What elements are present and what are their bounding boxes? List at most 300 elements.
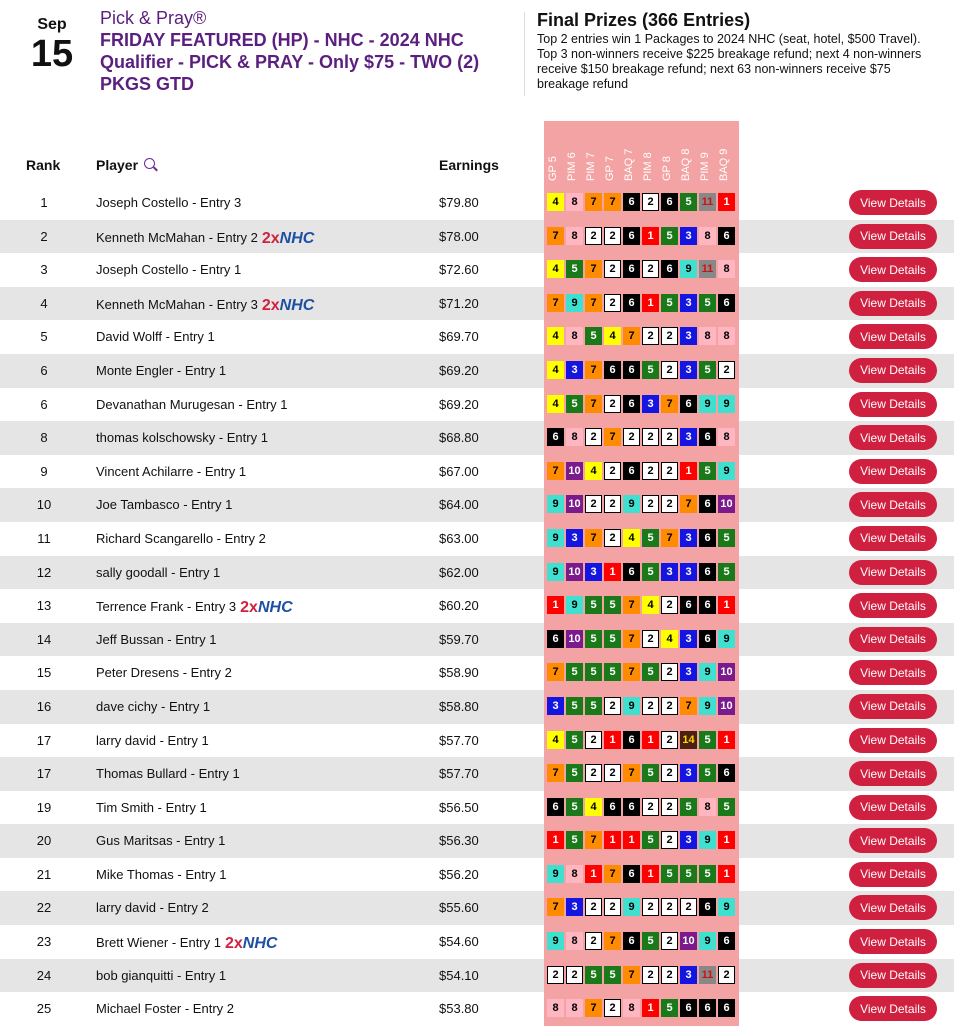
pick-box: 2 [661, 966, 678, 984]
rank-cell: 16 [36, 698, 52, 714]
player-header-label: Player [96, 157, 139, 173]
pick-box: 2 [661, 697, 678, 715]
nhc-badge-count: 2x [261, 229, 280, 247]
pick-box: 4 [547, 260, 564, 278]
view-details-button[interactable]: View Details [849, 627, 937, 652]
pick-box: 5 [642, 831, 659, 849]
picks-cell [547, 663, 737, 683]
pick-box: 5 [718, 798, 735, 816]
table-row [0, 354, 954, 388]
pick-box: 5 [680, 798, 697, 816]
pick-box: 3 [680, 563, 697, 581]
view-details-button[interactable]: View Details [849, 257, 937, 282]
player-name: Tim Smith - Entry 1 [96, 799, 207, 815]
pick-box: 2 [661, 428, 678, 446]
pick-box: 7 [585, 260, 602, 278]
pick-box: 2 [661, 327, 678, 345]
pick-box: 6 [623, 294, 640, 312]
pick-box: 2 [718, 966, 735, 984]
player-name: larry david - Entry 2 [96, 900, 209, 916]
contest-brand: Pick & Pray® [100, 8, 207, 28]
view-details-button[interactable]: View Details [849, 728, 937, 753]
nhc-badge-text: NHC [257, 599, 293, 617]
pick-box: 9 [680, 260, 697, 278]
contest-date [22, 16, 82, 74]
pick-box: 2 [642, 898, 659, 916]
pick-box: 6 [718, 764, 735, 782]
pick-box: 8 [566, 428, 583, 446]
picks-cell [547, 764, 737, 784]
pick-box: 7 [623, 596, 640, 614]
pick-box: 2 [661, 462, 678, 480]
pick-box: 5 [642, 529, 659, 547]
pick-box: 5 [585, 596, 602, 614]
earnings-cell: $72.60 [439, 262, 479, 278]
pick-box: 6 [699, 495, 716, 513]
table-row [0, 791, 954, 825]
pick-box: 9 [699, 697, 716, 715]
picks-cell [547, 865, 737, 885]
earnings-cell: $58.80 [439, 698, 479, 714]
table-row [0, 858, 954, 892]
pick-box: 4 [642, 596, 659, 614]
prizes-panel [537, 10, 937, 92]
pick-box: 11 [699, 193, 716, 211]
view-details-button[interactable]: View Details [849, 795, 937, 820]
rank-cell: 10 [36, 497, 52, 513]
rank-cell: 12 [36, 564, 52, 580]
earnings-cell: $56.20 [439, 866, 479, 882]
pick-box: 2 [585, 227, 602, 245]
nhc-badge-text: NHC [279, 296, 315, 314]
table-row [0, 556, 954, 590]
pick-box: 3 [566, 898, 583, 916]
player-cell [96, 195, 241, 210]
pick-box: 3 [680, 966, 697, 984]
pick-box: 6 [699, 529, 716, 547]
picks-cell [547, 227, 737, 247]
pick-box: 9 [547, 932, 564, 950]
pick-box: 7 [661, 529, 678, 547]
pick-box: 3 [680, 428, 697, 446]
earnings-cell: $54.60 [439, 934, 479, 950]
pick-box: 3 [585, 563, 602, 581]
pick-box: 6 [699, 596, 716, 614]
picks-cell [547, 697, 737, 717]
player-cell [96, 968, 226, 983]
pick-box: 1 [718, 193, 735, 211]
player-cell [96, 565, 220, 580]
nhc-badge [262, 297, 314, 314]
picks-cell [547, 462, 737, 482]
pick-box: 6 [623, 563, 640, 581]
pick-box: 1 [604, 563, 621, 581]
pick-box: 6 [699, 630, 716, 648]
pick-box: 8 [566, 327, 583, 345]
player-name: thomas kolschowsky - Entry 1 [96, 430, 268, 446]
picks-cell [547, 563, 737, 583]
pick-box: 5 [566, 395, 583, 413]
pick-box: 2 [642, 966, 659, 984]
contest-header [0, 0, 954, 120]
rank-cell: 17 [36, 766, 52, 782]
view-details-button[interactable]: View Details [849, 862, 937, 887]
pick-box: 5 [566, 663, 583, 681]
view-details-button[interactable]: View Details [849, 593, 937, 618]
player-name: bob gianquitti - Entry 1 [96, 967, 227, 983]
pick-box: 6 [604, 798, 621, 816]
view-details-button[interactable]: View Details [849, 963, 937, 988]
leaderboard-table [0, 186, 954, 1026]
earnings-cell: $79.80 [439, 195, 479, 210]
picks-cell [547, 361, 737, 381]
pick-box: 2 [585, 932, 602, 950]
pick-box: 7 [604, 865, 621, 883]
pick-box: 7 [547, 898, 564, 916]
pick-box: 7 [623, 663, 640, 681]
pick-box: 6 [623, 361, 640, 379]
pick-box: 5 [566, 697, 583, 715]
pick-box: 5 [604, 596, 621, 614]
player-name: Jeff Bussan - Entry 1 [96, 631, 217, 647]
pick-box: 1 [623, 831, 640, 849]
pick-box: 8 [566, 865, 583, 883]
pick-box: 7 [585, 831, 602, 849]
player-name: Peter Dresens - Entry 2 [96, 665, 232, 681]
player-cell [96, 766, 240, 781]
pick-box: 3 [680, 831, 697, 849]
pick-box: 2 [680, 898, 697, 916]
race-header-label: BAQ 9 [718, 148, 730, 181]
player-name: Monte Engler - Entry 1 [96, 362, 227, 378]
pick-box: 5 [585, 663, 602, 681]
player-cell [96, 262, 241, 277]
pick-box: 7 [547, 764, 564, 782]
pick-box: 3 [661, 563, 678, 581]
pick-box: 9 [718, 395, 735, 413]
pick-box: 5 [566, 260, 583, 278]
pick-box: 2 [661, 663, 678, 681]
view-details-button[interactable]: View Details [849, 694, 937, 719]
pick-box: 7 [585, 529, 602, 547]
table-row [0, 186, 954, 220]
player-cell [96, 531, 266, 546]
rank-cell: 11 [37, 530, 51, 546]
player-name: Mike Thomas - Entry 1 [96, 866, 227, 882]
pick-box: 7 [547, 663, 564, 681]
pick-box: 5 [661, 227, 678, 245]
pick-box: 5 [699, 764, 716, 782]
race-header-label: PIM 8 [642, 152, 654, 181]
date-month: Sep [37, 16, 67, 33]
nhc-badge-count: 2x [224, 935, 243, 953]
player-name: Joseph Costello - Entry 1 [96, 262, 242, 278]
view-details-button[interactable]: View Details [849, 761, 937, 786]
pick-box: 9 [547, 495, 564, 513]
pick-box: 5 [699, 294, 716, 312]
pick-box: 5 [642, 563, 659, 581]
view-details-button[interactable]: View Details [849, 895, 937, 920]
pick-box: 8 [566, 932, 583, 950]
rank-cell: 6 [40, 396, 48, 412]
pick-box: 10 [718, 495, 735, 513]
pick-box: 10 [566, 630, 583, 648]
view-details-button[interactable]: View Details [849, 996, 937, 1021]
picks-cell [547, 193, 737, 213]
player-name: Richard Scangarello - Entry 2 [96, 530, 266, 546]
player-cell [96, 296, 314, 314]
earnings-header: Earnings [439, 157, 499, 173]
pick-box: 8 [699, 327, 716, 345]
pick-box: 7 [585, 294, 602, 312]
earnings-cell: $71.20 [439, 295, 479, 311]
rank-cell: 5 [40, 329, 48, 345]
table-row [0, 421, 954, 455]
pick-box: 5 [680, 193, 697, 211]
pick-box: 10 [718, 697, 735, 715]
pick-box: 7 [604, 932, 621, 950]
pick-box: 6 [699, 563, 716, 581]
pick-box: 9 [699, 663, 716, 681]
race-header-label: PIM 7 [585, 152, 597, 181]
pick-box: 6 [661, 260, 678, 278]
pick-box: 10 [566, 462, 583, 480]
pick-box: 4 [623, 529, 640, 547]
rank-cell: 19 [36, 799, 52, 815]
player-name: larry david - Entry 1 [96, 732, 209, 748]
view-details-button[interactable]: View Details [849, 828, 937, 853]
pick-box: 2 [604, 495, 621, 513]
pick-box: 9 [718, 898, 735, 916]
earnings-cell: $54.10 [439, 967, 479, 983]
contest-title: FRIDAY FEATURED (HP) - NHC - 2024 NHC Qualifier - PICK & PRAY - Only $75 - TWO (2) PKGS GTD [100, 30, 480, 94]
table-row [0, 992, 954, 1026]
pick-box: 5 [642, 361, 659, 379]
table-row [0, 824, 954, 858]
earnings-cell: $68.80 [439, 430, 479, 446]
pick-box: 7 [623, 764, 640, 782]
view-details-button[interactable]: View Details [849, 324, 937, 349]
rank-cell: 22 [36, 900, 52, 916]
pick-box: 7 [547, 227, 564, 245]
earnings-cell: $53.80 [439, 1001, 479, 1017]
rank-cell: 9 [40, 463, 48, 479]
pick-box: 2 [642, 428, 659, 446]
pick-box: 2 [642, 260, 659, 278]
nhc-badge [240, 599, 292, 616]
pick-box: 2 [661, 731, 678, 749]
table-row [0, 656, 954, 690]
pick-box: 6 [718, 932, 735, 950]
pick-box: 9 [547, 865, 564, 883]
pick-box: 2 [604, 529, 621, 547]
pick-box: 1 [718, 865, 735, 883]
pick-box: 8 [718, 428, 735, 446]
nhc-badge-text: NHC [279, 229, 315, 247]
pick-box: 8 [566, 227, 583, 245]
pick-box: 1 [642, 731, 659, 749]
view-details-button[interactable]: View Details [849, 425, 937, 450]
table-row [0, 925, 954, 959]
player-name: Brett Wiener - Entry 1 [96, 935, 221, 951]
table-row [0, 220, 954, 254]
table-row [0, 623, 954, 657]
picks-cell [547, 999, 737, 1019]
picks-cell [547, 260, 737, 280]
pick-box: 6 [680, 596, 697, 614]
pick-box: 1 [642, 227, 659, 245]
pick-box: 3 [566, 529, 583, 547]
pick-box: 7 [585, 361, 602, 379]
pick-box: 5 [585, 966, 602, 984]
pick-box: 3 [680, 227, 697, 245]
picks-cell [547, 898, 737, 918]
table-row [0, 690, 954, 724]
view-details-button[interactable]: View Details [849, 392, 937, 417]
pick-box: 5 [642, 764, 659, 782]
pick-box: 9 [547, 529, 564, 547]
earnings-cell: $56.50 [439, 799, 479, 815]
table-row [0, 757, 954, 791]
table-row [0, 253, 954, 287]
pick-box: 2 [642, 798, 659, 816]
rank-cell: 20 [36, 833, 52, 849]
pick-box: 7 [680, 495, 697, 513]
pick-box: 4 [547, 731, 564, 749]
view-details-button[interactable]: View Details [849, 660, 937, 685]
nhc-badge [262, 230, 314, 247]
view-details-button[interactable]: View Details [849, 929, 937, 954]
earnings-cell: $62.00 [439, 564, 479, 580]
prizes-title: Final Prizes (366 Entries) [537, 10, 751, 30]
pick-box: 4 [547, 193, 564, 211]
date-day: 15 [30, 33, 74, 75]
pick-box: 1 [547, 596, 564, 614]
table-row [0, 891, 954, 925]
pick-box: 7 [547, 294, 564, 312]
pick-box: 4 [585, 798, 602, 816]
nhc-badge-text: NHC [242, 935, 278, 953]
player-cell [96, 598, 293, 616]
pick-box: 6 [623, 227, 640, 245]
rank-cell: 21 [36, 866, 52, 882]
pick-box: 3 [547, 697, 564, 715]
player-name: Kenneth McMahan - Entry 3 [96, 296, 258, 312]
view-details-button[interactable]: View Details [849, 224, 937, 249]
pick-box: 10 [566, 563, 583, 581]
player-header[interactable] [96, 157, 155, 173]
picks-cell [547, 395, 737, 415]
race-header-label: BAQ 7 [623, 148, 635, 181]
view-details-button[interactable]: View Details [849, 492, 937, 517]
pick-box: 5 [604, 663, 621, 681]
pick-box: 6 [623, 395, 640, 413]
pick-box: 3 [680, 529, 697, 547]
pick-box: 9 [699, 932, 716, 950]
earnings-cell: $57.70 [439, 766, 479, 782]
search-icon[interactable] [144, 158, 155, 169]
player-cell [96, 699, 210, 714]
pick-box: 1 [680, 462, 697, 480]
view-details-button[interactable]: View Details [849, 459, 937, 484]
rank-cell: 2 [40, 228, 48, 244]
pick-box: 6 [623, 260, 640, 278]
table-row [0, 320, 954, 354]
pick-box: 2 [604, 227, 621, 245]
player-cell [96, 430, 268, 445]
pick-box: 8 [699, 227, 716, 245]
pick-box: 6 [623, 865, 640, 883]
earnings-cell: $59.70 [439, 631, 479, 647]
pick-box: 3 [566, 361, 583, 379]
pick-box: 2 [604, 999, 621, 1017]
pick-box: 1 [604, 731, 621, 749]
pick-box: 3 [680, 630, 697, 648]
pick-box: 2 [661, 764, 678, 782]
view-details-button[interactable]: View Details [849, 560, 937, 585]
pick-box: 5 [566, 731, 583, 749]
pick-box: 6 [661, 193, 678, 211]
view-details-button[interactable]: View Details [849, 526, 937, 551]
player-cell [96, 229, 314, 247]
earnings-cell: $63.00 [439, 530, 479, 546]
pick-box: 2 [642, 462, 659, 480]
pick-box: 1 [642, 999, 659, 1017]
earnings-cell: $69.20 [439, 362, 479, 378]
pick-box: 6 [699, 898, 716, 916]
pick-box: 2 [604, 260, 621, 278]
pick-box: 6 [699, 999, 716, 1017]
earnings-cell: $56.30 [439, 833, 479, 849]
view-details-button[interactable]: View Details [849, 190, 937, 215]
pick-box: 3 [680, 764, 697, 782]
pick-box: 11 [699, 966, 716, 984]
pick-box: 4 [661, 630, 678, 648]
pick-box: 7 [623, 630, 640, 648]
pick-box: 2 [642, 630, 659, 648]
pick-box: 7 [604, 428, 621, 446]
pick-box: 2 [604, 294, 621, 312]
pick-box: 8 [623, 999, 640, 1017]
pick-box: 6 [680, 395, 697, 413]
pick-box: 2 [718, 361, 735, 379]
pick-box: 7 [623, 966, 640, 984]
rank-cell: 1 [40, 195, 48, 210]
earnings-cell: $58.90 [439, 665, 479, 681]
player-name: Vincent Achilarre - Entry 1 [96, 463, 247, 479]
pick-box: 2 [623, 428, 640, 446]
pick-box: 2 [661, 831, 678, 849]
pick-box: 2 [661, 898, 678, 916]
picks-cell [547, 731, 737, 751]
view-details-button[interactable]: View Details [849, 291, 937, 316]
player-name: Terrence Frank - Entry 3 [96, 599, 237, 615]
race-header-label: PIM 9 [699, 152, 711, 181]
pick-box: 6 [718, 294, 735, 312]
table-row [0, 388, 954, 422]
picks-cell [547, 495, 737, 515]
picks-cell [547, 428, 737, 448]
player-cell [96, 900, 209, 915]
view-details-button[interactable]: View Details [849, 358, 937, 383]
pick-box: 2 [566, 966, 583, 984]
pick-box: 5 [718, 563, 735, 581]
player-cell [96, 867, 227, 882]
picks-cell [547, 966, 737, 986]
pick-box: 2 [642, 495, 659, 513]
player-cell [96, 632, 216, 647]
rank-cell: 6 [40, 362, 48, 378]
